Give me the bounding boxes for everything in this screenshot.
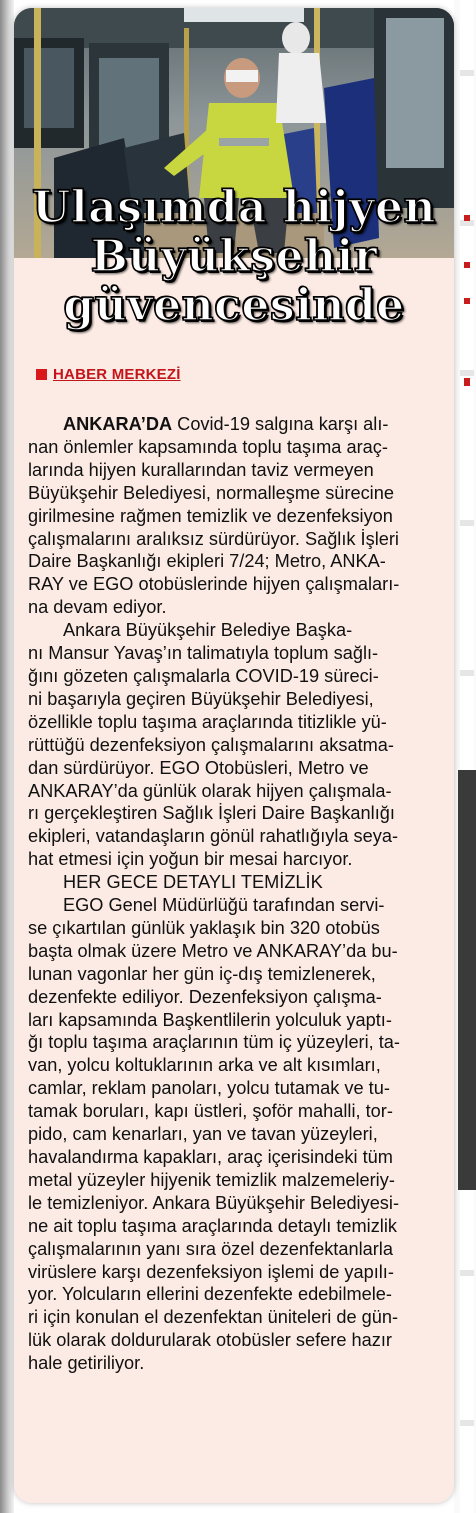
article-line: özellikle toplu taşıma araçlarında titizlikle yü- (28, 711, 387, 732)
headline-line-2: Büyükşehir (90, 231, 378, 282)
article-line: yor. Yolcuların ellerini dezenfekte edebilmele- (28, 1284, 392, 1305)
article-line: nan önlemler kapsamında toplu taşıma araç- (28, 436, 388, 457)
headline-line-3: güvencesinde (63, 280, 405, 331)
article-line: tamak boruları, kapı üstleri, şoför mahalli, tor- (28, 1101, 393, 1122)
article-line: rüttüğü dezenfeksiyon çalışmalarını aksatma- (28, 734, 394, 755)
article-line: Ankara Büyükşehir Belediye Başka- (63, 620, 353, 641)
lead-word: ANKARA’DA (63, 414, 173, 434)
article-line: ekipleri, vatandaşların gönül rahatlığıyla seya- (28, 826, 399, 847)
article-line: ANKARAY’da günlük olarak hijyen çalışmala- (28, 780, 392, 801)
article-line: pido, cam kenarları, yan ve tavan yüzeyleri, (28, 1124, 378, 1145)
article-line: ğı toplu taşıma araçlarının tüm iç yüzeyleri, ta- (28, 1032, 400, 1053)
article-line: Büyükşehir Belediyesi, normalleşme sürecine (28, 482, 394, 503)
byline-square-icon (36, 369, 47, 380)
article-subheading: HER GECE DETAYLI TEMİZLİK (63, 872, 323, 893)
article-line: ri için konulan el dezenfektan üniteleri de gün- (28, 1307, 399, 1328)
news-clipping (14, 8, 454, 1503)
article-line: van, yolcu koltuklarının arka ve alt kısımları, (28, 1055, 381, 1076)
article-line: metal yüzeyler hijyenik temizlik malzemeleriy- (28, 1169, 395, 1190)
article-line: larında hijyen kurallarından taviz vermeyen (28, 459, 374, 480)
headline (14, 183, 454, 330)
article-line: camlar, reklam panoları, yolcu tutamak ve tu- (28, 1078, 390, 1099)
article-line: dan sürdürüyor. EGO Otobüsleri, Metro ve (28, 757, 369, 778)
article-line: çalışmalarının yanı sıra özel dezenfektanlarla (28, 1238, 393, 1259)
article-line: se çıkartılan günlük yaklaşık bin 320 otobüs (28, 917, 380, 938)
article-line: ANKARA’DA Covid-19 salgına karşı alı- (63, 414, 389, 434)
article-line: ları kapsamında Başkentlilerin yolculuk yaptı- (28, 1009, 392, 1030)
article-line: çalışmalarını aralıksız sürdürüyor. Sağlık İşleri (28, 528, 399, 549)
page-scan-left-edge (0, 0, 14, 1513)
article-line: EGO Genel Müdürlüğü tarafından servi- (63, 895, 385, 916)
article-line: lunan vagonlar her gün iç-dış temizlenerek, (28, 963, 376, 984)
article-line: lük olarak doldurularak otobüsler sefere hazır (28, 1330, 392, 1351)
article-line: rı gerçekleştiren Sağlık İşleri Daire Başkanlığı (28, 803, 395, 824)
article-line: virüslere karşı dezenfeksiyon işlemi de yapılı- (28, 1261, 394, 1282)
article-line: le temizleniyor. Ankara Büyükşehir Belediyesi- (28, 1192, 399, 1213)
article-line: RAY ve EGO otobüslerinde hijyen çalışmaları- (28, 574, 400, 595)
adjacent-page-edge (454, 0, 476, 1513)
byline-text: HABER MERKEZİ (53, 366, 181, 383)
article-line: ni başarıyla geçiren Büyükşehir Belediyesi, (28, 688, 374, 709)
article-line: hat etmesi için yoğun bir mesai harcıyor. (28, 849, 353, 870)
article-line: na devam ediyor. (28, 597, 167, 618)
article-line: nı Mansur Yavaş’ın talimatıyla toplum sağlı- (28, 643, 379, 664)
article-line: ğını gözeten çalışmalarla COVID-19 süreci- (28, 665, 379, 686)
headline-line-1: Ulaşımda hijyen (32, 182, 436, 233)
byline (36, 366, 181, 383)
article-line: havalandırma kapakları, araç içerisindeki tüm (28, 1147, 393, 1167)
article-line: ne ait toplu taşıma araçlarında detaylı temizlik (28, 1215, 397, 1236)
article-line: hale getiriliyor. (28, 1353, 145, 1374)
article-line: Daire Başkanlığı ekipleri 7/24; Metro, ANKA- (28, 551, 386, 572)
article-line: başta olmak üzere Metro ve ANKARAY’da bu- (28, 940, 398, 961)
article-body (28, 413, 454, 1375)
article-line: girilmesine rağmen temizlik ve dezenfeksiyon (28, 505, 393, 526)
article-line: dezenfekte ediliyor. Dezenfeksiyon çalışma- (28, 986, 382, 1007)
